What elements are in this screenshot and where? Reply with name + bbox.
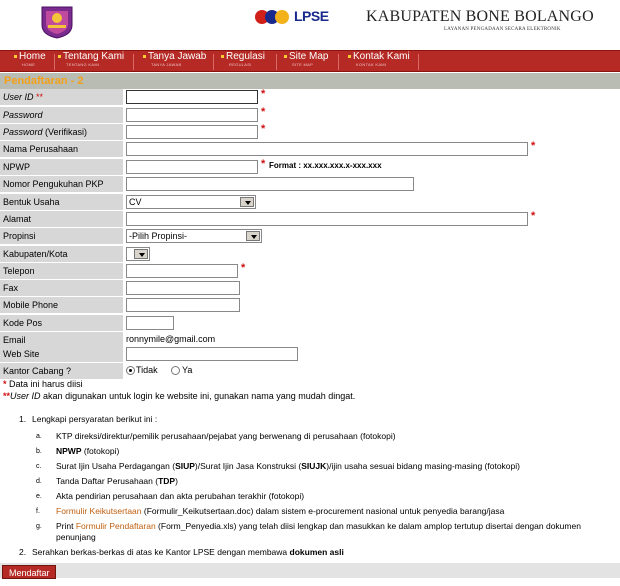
required-marker: * <box>261 158 266 170</box>
nav-label: Home <box>19 51 46 62</box>
main-nav <box>0 50 620 72</box>
field-label: Password (Verifikasi) <box>0 124 123 140</box>
chevron-down-icon[interactable] <box>246 231 260 241</box>
radio-label: Tidak <box>136 365 158 375</box>
email-value: ronnymile@gmail.com <box>126 334 216 344</box>
list-item: g. Print Formulir Pendaftaran (Form_Penyedia.xls) yang telah diisi lengkap dan masukkan ke dalam amplop tertutup disertai dengan dokumen penunjang <box>36 521 581 542</box>
nav-sublabel: SITE MAP <box>292 62 314 67</box>
field-label: Password <box>0 107 123 123</box>
address-input[interactable] <box>126 212 528 226</box>
regency-city-select[interactable] <box>126 247 150 261</box>
form-row-password <box>0 107 620 124</box>
bullet-icon <box>58 55 61 58</box>
required-marker: * <box>261 88 266 100</box>
nav-divider <box>213 54 214 70</box>
register-button[interactable]: Mendaftar <box>2 565 56 579</box>
nav-divider <box>338 54 339 70</box>
nav-divider <box>418 54 419 70</box>
registration-form-link[interactable]: Formulir Pendaftaran <box>75 521 156 531</box>
chevron-down-icon[interactable] <box>240 197 254 207</box>
nav-label: Site Map <box>289 51 329 62</box>
nav-label: Regulasi <box>226 51 265 62</box>
field-label: Kabupaten/Kota <box>0 246 123 262</box>
field-label: NPWP <box>0 159 123 175</box>
form-row-nomor-pkp <box>0 176 620 193</box>
form-row-kabupaten-kota <box>0 246 620 263</box>
page-title: Pendaftaran - 2 <box>0 73 620 89</box>
nav-divider <box>276 54 277 70</box>
nav-sublabel: REGULASI <box>229 62 252 67</box>
postal-code-input[interactable] <box>126 316 174 330</box>
list-item: c. Surat Ijin Usaha Perdagangan (SIUP)/Surat Ijin Jasa Konstruksi (SIUJK)/ijin usaha sesuai bidang masing-masing (fotokopi) <box>36 461 520 471</box>
nav-sublabel: HOME <box>22 62 36 67</box>
form-row-bentuk-usaha <box>0 194 620 211</box>
list-item: a. KTP direksi/direktur/pemilik perusahaan/pejabat yang berwenang di perusahaan (fotokopi) <box>36 431 396 441</box>
field-label: Mobile Phone <box>0 297 123 313</box>
field-label: Alamat <box>0 211 123 227</box>
regency-crest-logo <box>38 3 76 39</box>
nav-sublabel: TANYA JAWAB <box>151 62 182 67</box>
nav-label: Tanya Jawab <box>148 51 207 62</box>
nav-item-tanya-jawab[interactable] <box>143 52 206 68</box>
field-label: Telepon <box>0 263 123 279</box>
form-row-fax <box>0 280 620 297</box>
website-input[interactable] <box>126 347 298 361</box>
requirements-list <box>20 431 600 543</box>
form-row-kantor-cabang <box>0 363 620 380</box>
site-title: KABUPATEN BONE BOLANGO <box>366 8 594 25</box>
site-header <box>0 0 620 50</box>
business-type-select[interactable]: CV <box>126 195 256 209</box>
pkp-number-input[interactable] <box>126 177 414 191</box>
company-name-input[interactable] <box>126 142 528 156</box>
bullet-icon <box>348 55 351 58</box>
password-confirm-input[interactable] <box>126 125 258 139</box>
radio-label: Ya <box>182 365 193 375</box>
required-marker: * <box>531 140 536 152</box>
chevron-down-icon[interactable] <box>134 249 148 259</box>
nav-sublabel: TENTANG KAMI <box>66 62 100 67</box>
user-id-note: **User ID akan digunakan untuk login ke website ini, gunakan nama yang mudah dingat. <box>3 391 356 401</box>
list-item: e. Akta pendirian perusahaan dan akta perubahan terakhir (fotokopi) <box>36 491 305 501</box>
bullet-icon <box>221 55 224 58</box>
field-label: User ID ** <box>0 89 123 105</box>
bullet-icon <box>14 55 17 58</box>
nav-item-regulasi[interactable] <box>221 52 265 68</box>
required-note: * Data ini harus diisi <box>3 379 83 389</box>
npwp-format-hint: Format : xx.xxx.xxx.x-xxx.xxx <box>269 161 382 170</box>
form-row-propinsi <box>0 228 620 245</box>
field-label: Nama Perusahaan <box>0 141 123 157</box>
required-marker: * <box>241 262 246 274</box>
field-label: Bentuk Usaha <box>0 194 123 210</box>
form-row-kode-pos <box>0 315 620 332</box>
nav-item-kontak-kami[interactable] <box>348 52 410 68</box>
province-select[interactable]: -Pilih Propinsi- <box>126 229 262 243</box>
field-label: Propinsi <box>0 228 123 244</box>
nav-sublabel: KONTAK KAMI <box>356 62 387 67</box>
required-marker: * <box>261 106 266 118</box>
required-marker: * <box>261 123 266 135</box>
instruction-step-2: 2. Serahkan berkas-berkas di atas ke Kantor LPSE dengan membawa dokumen asli <box>19 547 344 557</box>
nav-item-site-map[interactable] <box>284 52 328 68</box>
list-item: f. Formulir Keikutsertaan (Formulir_Keikutsertaan.doc) dalam sistem e-procurement nasional untuk penyedia barang/jasa <box>36 506 505 516</box>
nav-label: Kontak Kami <box>353 51 410 62</box>
user-id-input[interactable] <box>126 90 258 104</box>
fax-input[interactable] <box>126 281 240 295</box>
form-row-password-verifikasi <box>0 124 620 141</box>
form-row-web-site <box>0 346 620 363</box>
mobile-phone-input[interactable] <box>126 298 240 312</box>
nav-item-home[interactable] <box>14 52 46 68</box>
form-row-mobile-phone <box>0 297 620 314</box>
field-label: Email <box>0 332 123 348</box>
form-footer-bar <box>0 563 620 578</box>
form-row-alamat <box>0 211 620 228</box>
required-marker: * <box>531 210 536 222</box>
lpse-logo-text: LPSE <box>294 8 329 24</box>
form-row-user-id <box>0 89 620 106</box>
participation-form-link[interactable]: Formulir Keikutsertaan <box>56 506 142 516</box>
field-label: Kantor Cabang ? <box>0 363 123 379</box>
bullet-icon <box>284 55 287 58</box>
site-subtitle: LAYANAN PENGADAAN SECARA ELEKTRONIK <box>444 27 561 32</box>
nav-divider <box>133 54 134 70</box>
instruction-step-1: 1. Lengkapi persyaratan berikut ini : <box>19 414 158 424</box>
bullet-icon <box>143 55 146 58</box>
phone-input[interactable] <box>126 264 238 278</box>
nav-item-tentang-kami[interactable] <box>58 52 124 68</box>
npwp-input[interactable] <box>126 160 258 174</box>
field-label: Kode Pos <box>0 315 123 331</box>
field-label: Fax <box>0 280 123 296</box>
field-label: Web Site <box>0 346 123 362</box>
list-item: b. NPWP (fotokopi) <box>36 446 120 456</box>
form-row-npwp <box>0 159 620 176</box>
password-input[interactable] <box>126 108 258 122</box>
nav-label: Tentang Kami <box>63 51 125 62</box>
branch-office-yes-radio[interactable] <box>171 366 180 375</box>
field-label: Nomor Pengukuhan PKP <box>0 176 123 192</box>
branch-office-no-radio[interactable] <box>126 366 135 375</box>
list-item: d. Tanda Daftar Perusahaan (TDP) <box>36 476 178 486</box>
nav-divider <box>54 54 55 70</box>
double-required-marker: ** <box>36 92 44 102</box>
registration-instructions <box>20 414 600 558</box>
form-row-telepon <box>0 263 620 280</box>
form-row-nama-perusahaan <box>0 141 620 158</box>
